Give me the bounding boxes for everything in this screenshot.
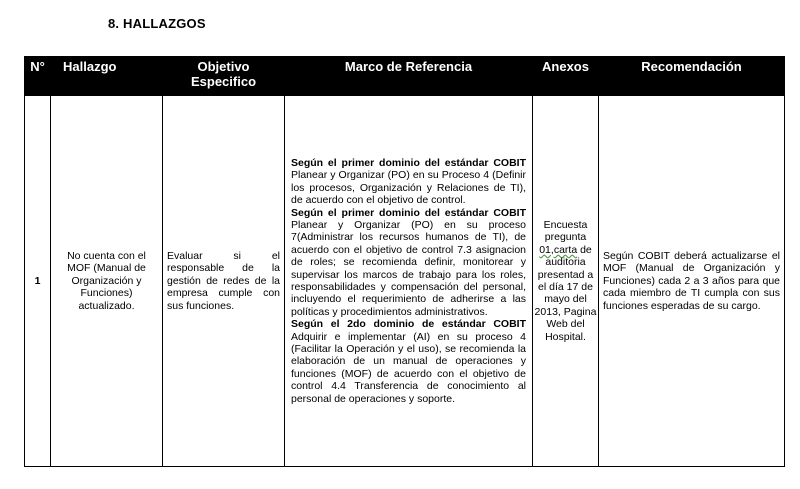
marco-ref-3-lead: Según el 2do dominio de estándar COBIT — [291, 318, 526, 331]
section-title: 8. HALLAZGOS — [108, 16, 206, 31]
header-objetivo-line2: Especifico — [190, 74, 257, 89]
table-row — [25, 96, 785, 467]
marco-ref-1-text: Planear y Organizar (PO) en su Proceso 4 (Definir los procesos, Organización y Relaciones de TI), de acuerdo con el objetivo de control. — [291, 169, 526, 207]
header-anexos: Anexos — [533, 57, 599, 96]
marco-ref-2-text: Planear y Organizar (PO) en su proceso 7(Administrar los recursos humanos de TI), de acuerdo con el objetivo de control 7.3 asignacion de roles; se recomienda definir, monitorear y supervisar los marcos de trabajo para los roles, responsabilidades y compensación del personal, incluyendo el requerimiento de adherirse a las políticas y procedimientos administrativos. — [291, 218, 526, 318]
marco-ref-3-text: Adquirir e implementar (AI) en su proceso 4 (Facilitar la Operación y el uso), se recomienda la elaboración de un manual de operaciones y funciones (MOF) de acuerdo con el objetivo de control 4.4 Transferencia de conocimiento al personal de operaciones y soporte. — [291, 330, 526, 405]
cell-objetivo: Evaluar si el responsable de la gestión de redes de la empresa cumple con sus funciones. — [163, 96, 285, 467]
cell-num: 1 — [25, 96, 51, 467]
cell-anexos — [533, 96, 599, 467]
anexos-text-start: Encuesta pregunta — [543, 218, 588, 244]
cell-hallazgo: No cuenta con el MOF (Manual de Organización y Funciones) actualizado. — [51, 96, 163, 467]
marco-ref-2-lead: Según el primer dominio del estándar COBIT — [291, 206, 526, 219]
header-objetivo — [163, 57, 285, 96]
header-recomendacion: Recomendación — [599, 57, 785, 96]
cell-marco — [285, 96, 533, 467]
marco-ref-1-lead: Según el primer dominio del estándar COBIT — [291, 156, 526, 169]
anexos-carta-ref: 01,carta — [539, 243, 578, 256]
marco-ref-1 — [291, 157, 526, 207]
anexos-text-end: de auditoria presentad a el día 17 de mayo del 2013, Pagina Web del Hospital. — [534, 243, 597, 343]
findings-table — [24, 56, 785, 467]
header-marco: Marco de Referencia — [285, 57, 533, 96]
header-num: N° — [25, 57, 51, 96]
marco-ref-2 — [291, 207, 526, 319]
table-header-row — [25, 57, 785, 96]
marco-ref-3 — [291, 318, 526, 405]
header-hallazgo: Hallazgo — [51, 57, 163, 96]
header-objetivo-line1: Objetivo — [197, 59, 250, 74]
cell-recomendacion: Según COBIT deberá actualizarse el MOF (Manual de Organización y Funciones) cada 2 a 3 años para que cada miembro de TI cumpla con sus funciones esperadas de su cargo. — [599, 96, 785, 467]
